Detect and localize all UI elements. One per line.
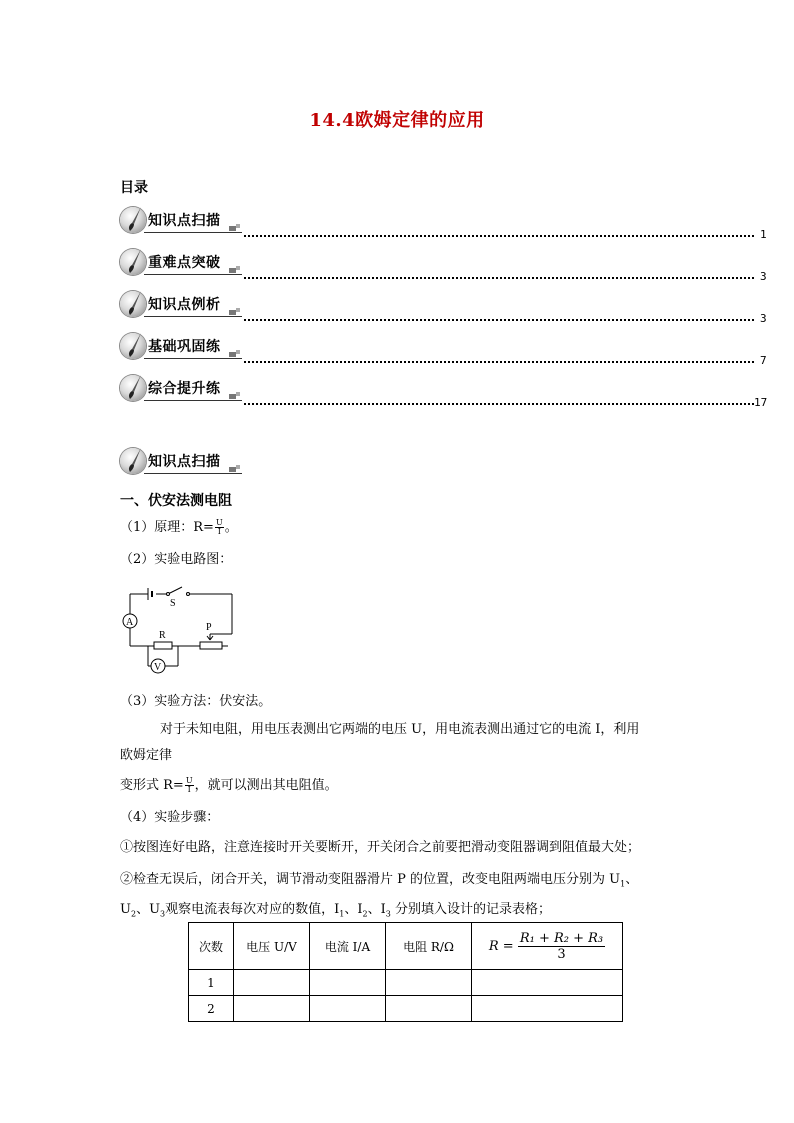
toc-page-number: 17 <box>754 396 768 409</box>
brush-icon <box>126 248 144 274</box>
toc-item-3[interactable] <box>118 289 242 319</box>
brush-icon <box>126 290 144 316</box>
step-2-text: ②检查无误后，闭合开关，调节滑动变阻器滑片 P 的位置，改变电阻两端电压分别为 U <box>120 872 621 887</box>
subscript: 3 <box>160 909 166 919</box>
badge-underline <box>144 274 242 275</box>
switch-terminal <box>187 593 190 596</box>
badge-square-icon <box>236 350 240 354</box>
toc-page-number: 1 <box>760 228 767 241</box>
formula-numerator: R₁ + R₂ + R₃ <box>519 930 604 946</box>
formula-line <box>120 774 338 794</box>
header-resistance: 电阻 R/Ω <box>386 923 472 970</box>
toc-leader <box>244 319 754 321</box>
badge-square-icon <box>236 465 240 469</box>
toc-page-number: 3 <box>760 270 767 283</box>
resistor-symbol <box>154 642 172 649</box>
toc-item-label: 基础巩固练 <box>148 339 221 355</box>
fraction-denominator: I <box>217 527 221 536</box>
section-badge-label: 知识点扫描 <box>148 454 221 470</box>
section-badge <box>118 446 242 476</box>
badge-underline <box>144 358 242 359</box>
voltmeter-label: V <box>154 662 162 673</box>
step-2 <box>120 868 638 889</box>
principle-line <box>120 516 238 536</box>
principle-prefix: （1）原理：R= <box>120 520 214 535</box>
rheostat-symbol <box>200 642 222 649</box>
toc-item-4[interactable] <box>118 331 242 361</box>
toc-item-label: 重难点突破 <box>148 255 221 271</box>
toc-heading: 目录 <box>120 180 148 196</box>
badge-square-icon <box>229 352 236 357</box>
badge-square-icon <box>236 266 240 270</box>
badge-square-icon <box>236 392 240 396</box>
text-run: 分别填入设计的记录表格； <box>390 902 551 917</box>
step-2-cont <box>120 898 551 919</box>
cell-current[interactable] <box>310 970 386 996</box>
toc-item-2[interactable] <box>118 247 242 277</box>
text-run: U <box>120 902 131 917</box>
toc-page-number: 7 <box>760 354 767 367</box>
badge-square-icon <box>229 394 236 399</box>
badge-underline <box>144 316 242 317</box>
section-heading: 一、伏安法测电阻 <box>120 493 232 509</box>
toc-leader <box>244 235 754 237</box>
fraction-numerator: U <box>215 518 223 527</box>
cell-voltage[interactable] <box>234 970 310 996</box>
badge-square-icon <box>229 268 236 273</box>
badge-underline <box>144 400 242 401</box>
formula-suffix: ，就可以测出其电阻值。 <box>194 778 338 793</box>
cell-resistance[interactable] <box>386 996 472 1022</box>
toc-page-number: 3 <box>760 312 767 325</box>
subscript: 3 <box>385 909 391 919</box>
toc-item-1[interactable] <box>118 205 242 235</box>
cell-average[interactable] <box>472 970 623 996</box>
method-line: （3）实验方法：伏安法。 <box>120 694 272 709</box>
toc-leader <box>244 361 754 363</box>
header-voltage: 电压 U/V <box>234 923 310 970</box>
toc-item-5[interactable] <box>118 373 242 403</box>
resistor-label: R <box>159 630 166 641</box>
table-row <box>189 996 623 1022</box>
fraction-numerator: U <box>185 776 193 785</box>
formula-fraction <box>518 931 605 962</box>
slider-label: P <box>206 622 212 633</box>
subscript: 1 <box>620 879 626 889</box>
brush-icon <box>126 206 144 232</box>
badge-square-icon <box>229 310 236 315</box>
subscript: 2 <box>130 909 137 919</box>
badge-square-icon <box>229 467 236 472</box>
toc-item-label: 知识点例析 <box>148 297 221 313</box>
toc-item-label: 综合提升练 <box>148 381 221 397</box>
switch-label: S <box>170 598 176 609</box>
header-current: 电流 I/A <box>310 923 386 970</box>
circuit-diagram <box>118 580 240 680</box>
row-index: 1 <box>189 970 234 996</box>
steps-heading: （4）实验步骤： <box>120 810 220 825</box>
brush-icon <box>126 447 144 473</box>
table-header-row <box>189 923 623 970</box>
row-index: 2 <box>189 996 234 1022</box>
text-run: 、U <box>136 902 161 917</box>
subscript: 2 <box>362 909 368 919</box>
subscript: 1 <box>339 909 345 919</box>
formula-prefix: 变形式 R= <box>120 778 184 793</box>
principle-suffix: 。 <box>224 520 238 535</box>
toc-item-label: 知识点扫描 <box>148 213 221 229</box>
toc-leader <box>244 403 754 405</box>
average-formula <box>488 930 605 962</box>
table-row <box>189 970 623 996</box>
switch-terminal <box>167 593 170 596</box>
method-description: 对于未知电阻，用电压表测出它两端的电压 U，用电流表测出通过它的电流 I，利用 <box>160 722 640 737</box>
cell-resistance[interactable] <box>386 970 472 996</box>
circuit-caption: （2）实验电路图： <box>120 552 233 567</box>
formula-lhs: R = <box>488 938 514 954</box>
badge-square-icon <box>229 226 236 231</box>
ammeter-label: A <box>126 617 134 628</box>
cell-average[interactable] <box>472 996 623 1022</box>
fraction-denominator: I <box>187 785 191 794</box>
toc-leader <box>244 277 754 279</box>
text-run: 、I <box>344 902 363 917</box>
badge-underline <box>144 473 242 474</box>
text-run: 观察电流表每次对应的数值，I <box>165 902 340 917</box>
badge-square-icon <box>236 224 240 228</box>
header-count: 次数 <box>189 923 234 970</box>
brush-icon <box>126 374 144 400</box>
document-title: 14.4欧姆定律的应用 <box>309 110 485 131</box>
badge-square-icon <box>236 308 240 312</box>
formula-fraction <box>185 777 194 794</box>
cell-voltage[interactable] <box>234 996 310 1022</box>
principle-fraction <box>215 519 224 536</box>
brush-icon <box>126 332 144 358</box>
badge-underline <box>144 232 242 233</box>
text-run: 、I <box>367 902 386 917</box>
method-description-cont: 欧姆定律 <box>120 748 173 763</box>
header-average-formula <box>472 923 623 970</box>
formula-denominator: 3 <box>557 946 566 962</box>
step-1: ①按图连好电路，注意连接时开关要断开，开关闭合之前要把滑动变阻器调到阻值最大处； <box>120 840 641 855</box>
step-2-end: 、 <box>625 872 639 887</box>
cell-current[interactable] <box>310 996 386 1022</box>
record-table <box>188 922 623 1022</box>
